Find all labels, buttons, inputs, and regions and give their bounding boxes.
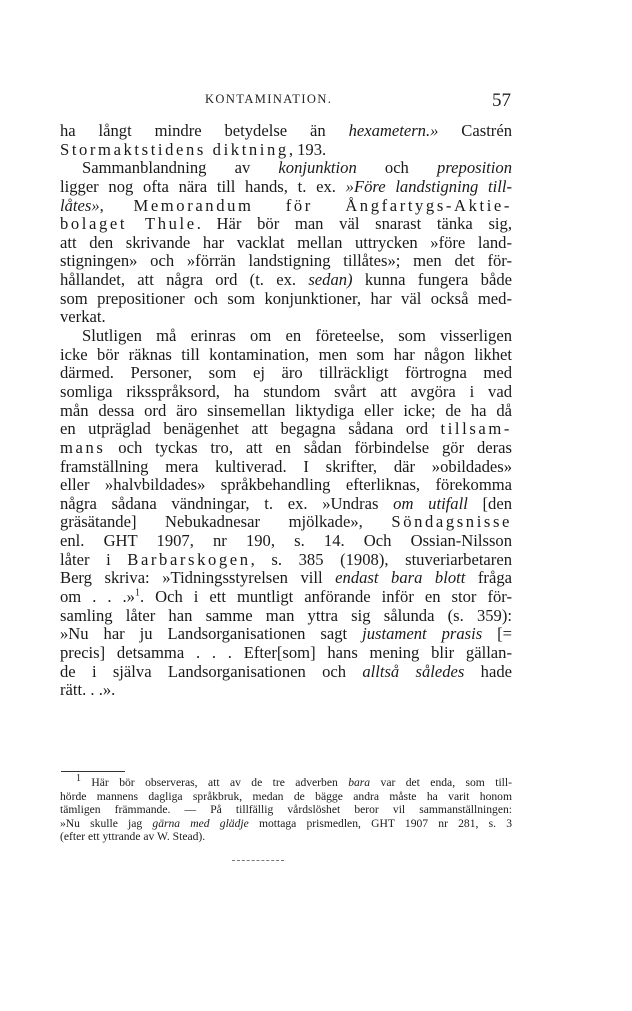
running-title: KONTAMINATION.	[205, 92, 333, 106]
text-run: som prepositioner och som konjunktioner, har väl också med-	[60, 288, 512, 308]
text-run: och	[356, 158, 438, 178]
text-run: hade	[464, 661, 512, 681]
italic-run: alltså således	[362, 661, 465, 681]
spaced-run: Memorandum för Ångfartygs-Aktie-	[133, 195, 512, 215]
footnotes	[60, 773, 512, 844]
text-run: om . . .»	[60, 587, 135, 607]
italic-run: låtes»	[60, 195, 100, 215]
text-line	[60, 122, 512, 141]
text-run: Castrén	[438, 121, 512, 140]
text-run: Slutligen må erinras om en företeelse, som visserligen	[82, 326, 512, 346]
text-run: därmed. Personer, som ej äro tillräckligt förtrogna med	[60, 363, 512, 383]
text-run: rätt. . .».	[60, 680, 116, 700]
text-line	[60, 458, 512, 477]
footnote-line	[60, 830, 512, 844]
text-line	[60, 290, 512, 309]
text-line	[60, 159, 512, 178]
text-run: kunna fungera både	[352, 270, 512, 290]
text-run: framställning mera kultiverad. I skrifter, där »obildades»	[60, 456, 512, 476]
text-run: ,	[99, 195, 134, 215]
italic-run: preposition	[437, 158, 512, 178]
italic-run: om utifall	[393, 493, 468, 513]
text-run: , s. 385 (1908), stuveriarbetaren	[250, 549, 512, 569]
text-line	[60, 402, 512, 421]
italic-run: justament prasis	[362, 624, 483, 644]
text-line	[60, 327, 512, 346]
text-run: mottaga prismedlen, GHT 1907 nr 281, s. 3	[248, 816, 512, 830]
text-line	[60, 215, 512, 234]
text-line	[60, 141, 512, 160]
text-line	[60, 178, 512, 197]
spaced-run: bolaget Thule	[60, 214, 197, 234]
text-run: samling låter han samme man yttra sig sålunda (s. 359):	[60, 605, 512, 625]
text-line	[60, 551, 512, 570]
page-number: 57	[492, 90, 511, 111]
text-run: stigningen» och »förrän landstigning tillåtes»; men det för-	[60, 251, 512, 271]
footnote-rule	[61, 771, 125, 772]
footnote-marker: 1	[134, 587, 140, 599]
text-run: ligger nog ofta nära till hands, t. ex.	[60, 176, 346, 196]
text-line	[60, 364, 512, 383]
text-run: precis] detsamma . . . Efter[som] hans mening blir gällan-	[60, 642, 512, 662]
text-line	[60, 439, 512, 458]
spaced-run: Söndagsnisse	[391, 512, 512, 532]
text-line	[60, 252, 512, 271]
text-line	[60, 513, 512, 532]
footnote-line	[60, 773, 512, 790]
footnote-line	[60, 790, 512, 804]
text-run: , 193.	[288, 139, 327, 159]
text-line	[60, 346, 512, 365]
italic-run: bara	[348, 776, 371, 789]
text-line	[60, 625, 512, 644]
italic-run: konjunktion	[278, 158, 357, 178]
text-run: [=	[482, 624, 512, 644]
text-run: några sådana vändningar, t. ex. »Undras	[60, 493, 394, 513]
text-run: icke bör räknas till kontamination, men som har någon likhet	[60, 344, 512, 364]
spaced-run: tillsam-	[440, 419, 512, 439]
text-line	[60, 495, 512, 514]
text-run: de i själva Landsorganisationen och	[60, 661, 363, 681]
text-run: mån dessa ord äro sinsemellan liktydiga eller icke; de ha då	[60, 400, 512, 420]
text-run: »Nu har ju Landsorganisationen sagt	[60, 624, 363, 644]
text-run: eller »halvbildades» språkbehandling efterliknas, förekomma	[60, 475, 512, 495]
text-line	[60, 308, 512, 327]
text-line	[60, 532, 512, 551]
end-rule	[232, 860, 284, 861]
spaced-run: Stormaktstidens diktning	[60, 139, 289, 159]
text-line	[60, 271, 512, 290]
text-run: Sammanblandning av	[82, 158, 279, 178]
text-run: . Och i ett muntligt anförande inför en stor för-	[139, 587, 512, 607]
italic-run: »Före landstigning till-	[345, 176, 512, 196]
text-line	[60, 588, 512, 607]
text-run: hörde mannens dagliga språkbruk, medan de bägge andra måste ha varit honom	[60, 789, 512, 803]
text-line	[60, 383, 512, 402]
spaced-run: mans	[60, 437, 106, 457]
text-run: enl. GHT 1907, nr 190, s. 14. Och Ossian-Nilsson	[60, 531, 512, 551]
text-run: hållandet, att några ord (t. ex.	[60, 270, 309, 290]
spaced-run: Barbarskogen	[127, 549, 251, 569]
text-run: låter i	[60, 549, 128, 569]
text-run: [den	[467, 493, 513, 513]
text-line	[60, 607, 512, 626]
text-line	[60, 663, 512, 682]
text-line	[60, 681, 512, 700]
text-run: (efter ett yttrande av W. Stead).	[60, 830, 206, 844]
text-line	[60, 197, 512, 216]
italic-run: endast bara blott	[335, 568, 466, 588]
italic-run: sedan)	[308, 270, 353, 290]
text-run: . Här bör man väl snarast tänka sig,	[196, 214, 512, 234]
footnote-marker: 1	[76, 773, 81, 785]
text-line	[60, 234, 512, 253]
footnote-line	[60, 803, 512, 817]
text-run: Här bör observeras, att av de tre adverben	[81, 776, 349, 789]
italic-run: hexametern.»	[348, 121, 439, 140]
text-run: och tyckas tro, att en sådan förbindelse gör deras	[105, 437, 512, 457]
text-run: verkat.	[60, 307, 106, 327]
text-run: fråga	[465, 568, 512, 588]
text-run: »Nu skulle jag	[60, 816, 153, 830]
text-run: ha långt mindre betydelse än	[60, 121, 349, 140]
body-text	[60, 122, 512, 700]
text-run: var det enda, som till-	[370, 776, 512, 789]
text-line	[60, 569, 512, 588]
footnote-line	[60, 817, 512, 831]
text-run: gräsätande] Nebukadnesar mjölkade»,	[60, 512, 392, 532]
text-run: en utpräglad benägenhet att begagna sådana ord	[60, 419, 441, 439]
text-run: Berg skriva: »Tidningsstyrelsen vill	[60, 568, 336, 588]
text-run: tämligen främmande. — På tillfällig vårdslöshet beror vil sammanställningen:	[60, 803, 512, 817]
text-run: somliga riksspråksord, ha stundom svårt att avgöra i vad	[60, 381, 512, 401]
italic-run: gärna med glädje	[152, 816, 249, 830]
text-run: att den skrivande har vacklat mellan uttrycken »före land-	[60, 232, 512, 252]
text-line	[60, 420, 512, 439]
text-line	[60, 644, 512, 663]
text-line	[60, 476, 512, 495]
